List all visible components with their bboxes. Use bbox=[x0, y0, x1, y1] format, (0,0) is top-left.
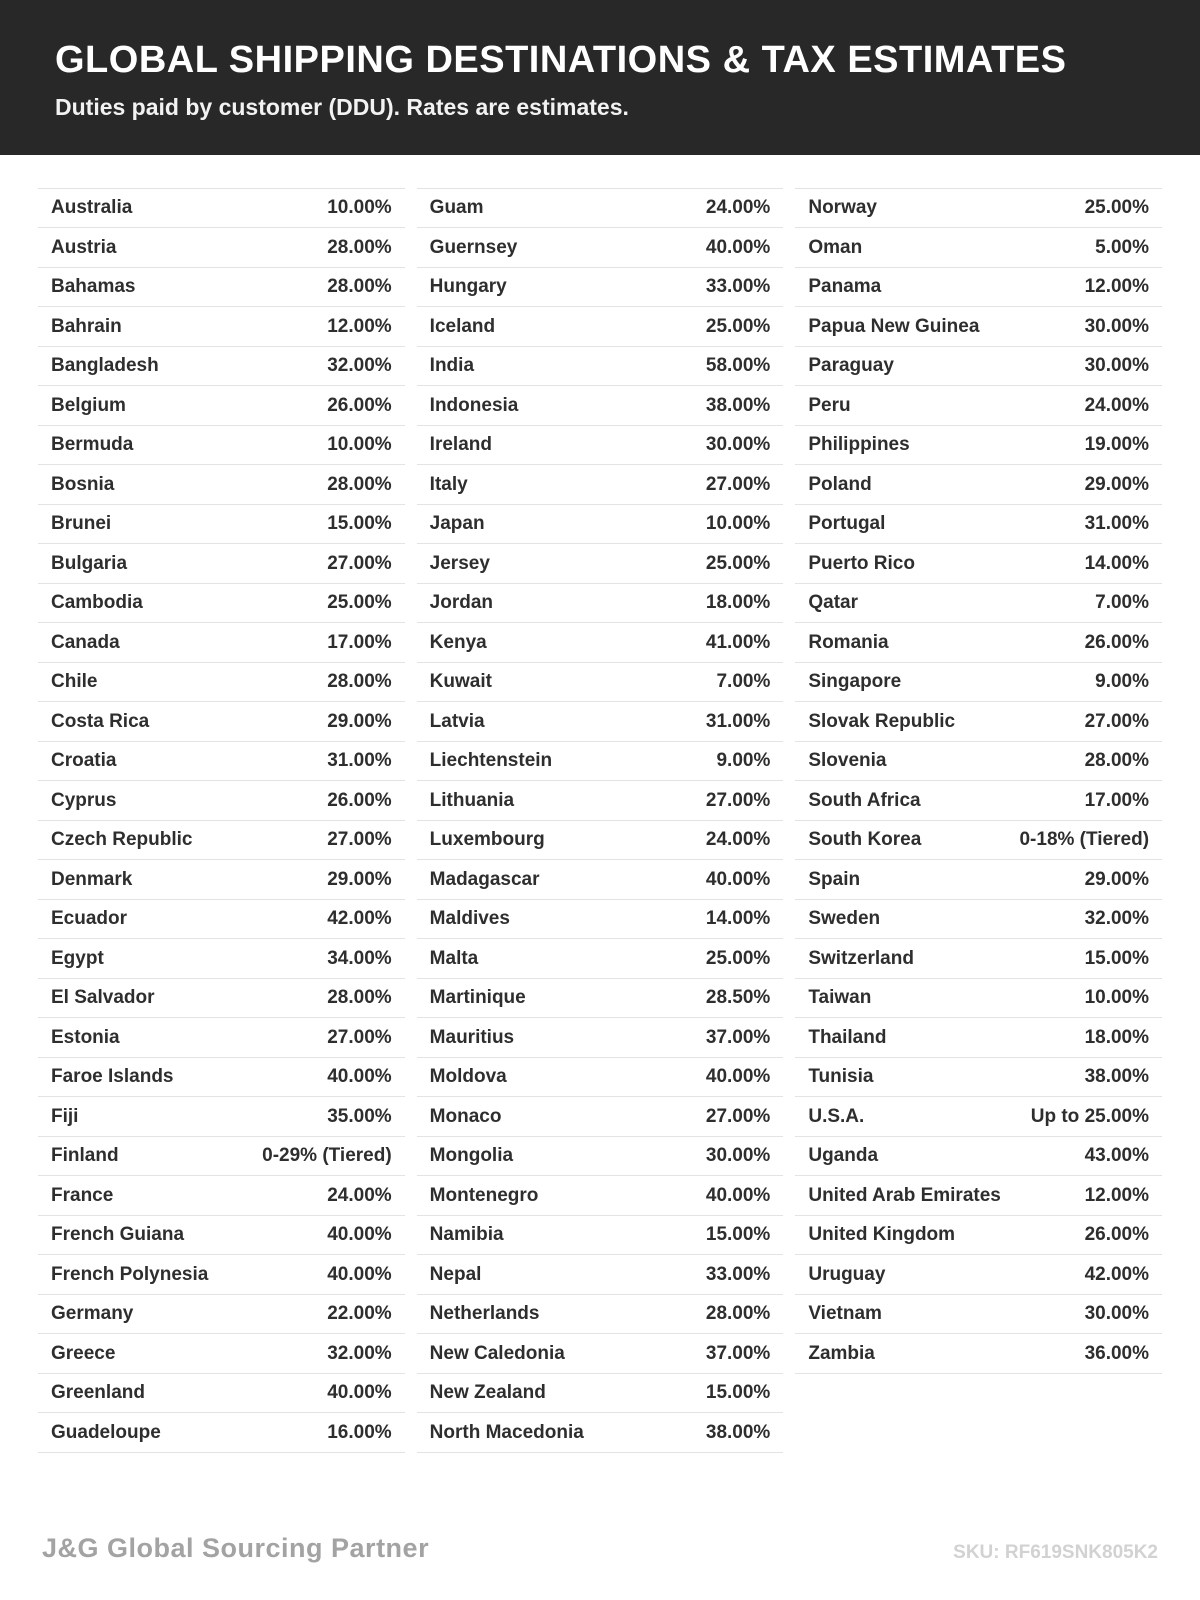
page-subtitle: Duties paid by customer (DDU). Rates are estimates. bbox=[55, 93, 629, 120]
country-name: Bosnia bbox=[51, 473, 115, 495]
country-name: El Salvador bbox=[51, 987, 155, 1009]
country-name: Slovenia bbox=[808, 750, 887, 772]
table-row bbox=[417, 347, 784, 387]
tax-rate: 38.00% bbox=[1084, 1066, 1150, 1088]
tax-rate: 37.00% bbox=[705, 1342, 771, 1364]
table-row bbox=[417, 1018, 784, 1058]
table-row bbox=[417, 1216, 784, 1256]
tax-rate: 16.00% bbox=[327, 1421, 392, 1443]
tax-rate: 10.00% bbox=[1084, 987, 1150, 1009]
table-row bbox=[795, 426, 1162, 466]
country-name: France bbox=[51, 1184, 114, 1206]
table-row bbox=[38, 1216, 405, 1256]
country-name: Norway bbox=[808, 197, 877, 219]
country-name: Uruguay bbox=[808, 1263, 886, 1285]
country-name: Kuwait bbox=[429, 671, 492, 693]
tax-rate: 27.00% bbox=[705, 1105, 771, 1127]
table-row bbox=[795, 1097, 1162, 1137]
table-row bbox=[417, 426, 784, 466]
country-name: Indonesia bbox=[429, 394, 519, 416]
country-name: Estonia bbox=[51, 1026, 120, 1048]
table-row bbox=[417, 228, 784, 268]
tax-rate: 40.00% bbox=[705, 1066, 771, 1088]
table-row bbox=[38, 1255, 405, 1295]
tax-rate: 29.00% bbox=[1084, 473, 1150, 495]
tax-rate: 40.00% bbox=[327, 1263, 392, 1285]
tax-rate: 5.00% bbox=[1095, 236, 1150, 258]
rates-column-3 bbox=[795, 188, 1162, 1374]
country-name: Mauritius bbox=[429, 1026, 515, 1048]
table-row bbox=[795, 1176, 1162, 1216]
tax-rate: 31.00% bbox=[1084, 513, 1150, 535]
table-row bbox=[417, 1374, 784, 1414]
tax-rate: 10.00% bbox=[327, 197, 392, 219]
table-row bbox=[417, 386, 784, 426]
table-row bbox=[38, 505, 405, 545]
country-name: Puerto Rico bbox=[808, 552, 915, 574]
table-row bbox=[417, 900, 784, 940]
country-name: Kenya bbox=[429, 631, 487, 653]
table-row bbox=[417, 189, 784, 229]
tax-rate: 37.00% bbox=[705, 1026, 771, 1048]
country-name: French Polynesia bbox=[51, 1263, 209, 1285]
tax-rate: 33.00% bbox=[705, 1263, 771, 1285]
tax-rate: 30.00% bbox=[1084, 1303, 1150, 1325]
country-name: Tunisia bbox=[808, 1066, 874, 1088]
tax-rate: 28.50% bbox=[705, 987, 771, 1009]
table-row bbox=[38, 663, 405, 703]
tax-rate: 9.00% bbox=[716, 750, 771, 772]
country-name: Ecuador bbox=[51, 908, 128, 930]
tax-rate: 27.00% bbox=[705, 789, 771, 811]
tax-rate: 19.00% bbox=[1084, 434, 1150, 456]
rates-table bbox=[0, 188, 1200, 1453]
tax-rate: 12.00% bbox=[327, 315, 392, 337]
country-name: Guadeloupe bbox=[51, 1421, 161, 1443]
country-name: Cambodia bbox=[51, 592, 143, 614]
tax-rate: 29.00% bbox=[327, 710, 392, 732]
tax-rate: 24.00% bbox=[1084, 394, 1150, 416]
country-name: Bangladesh bbox=[51, 355, 159, 377]
tax-rate: 25.00% bbox=[705, 315, 771, 337]
country-name: Zambia bbox=[808, 1342, 875, 1364]
country-name: Belgium bbox=[51, 394, 126, 416]
tax-rate: 30.00% bbox=[705, 1145, 771, 1167]
table-row bbox=[38, 1018, 405, 1058]
country-name: Netherlands bbox=[429, 1303, 540, 1325]
table-row bbox=[795, 663, 1162, 703]
country-name: Canada bbox=[51, 631, 120, 653]
table-row bbox=[417, 1255, 784, 1295]
country-name: South Korea bbox=[808, 829, 922, 851]
country-name: Germany bbox=[51, 1303, 134, 1325]
country-name: U.S.A. bbox=[808, 1105, 865, 1127]
tax-rate: 25.00% bbox=[705, 947, 771, 969]
country-name: Denmark bbox=[51, 868, 133, 890]
country-name: Peru bbox=[808, 394, 851, 416]
tax-rate: 40.00% bbox=[327, 1066, 392, 1088]
table-row bbox=[417, 1413, 784, 1453]
tax-rate: 26.00% bbox=[1084, 631, 1150, 653]
country-name: Chile bbox=[51, 671, 98, 693]
country-name: United Kingdom bbox=[808, 1224, 956, 1246]
tax-rate: 15.00% bbox=[705, 1224, 771, 1246]
table-row bbox=[795, 386, 1162, 426]
country-name: Brunei bbox=[51, 513, 112, 535]
country-name: Greenland bbox=[51, 1382, 145, 1404]
country-name: Papua New Guinea bbox=[808, 315, 980, 337]
table-row bbox=[38, 1137, 405, 1177]
tax-rate: 25.00% bbox=[327, 592, 392, 614]
table-row bbox=[795, 544, 1162, 584]
tax-rate: 28.00% bbox=[1084, 750, 1150, 772]
country-name: Sweden bbox=[808, 908, 881, 930]
country-name: Martinique bbox=[429, 987, 526, 1009]
table-row bbox=[417, 1097, 784, 1137]
tax-rate: 26.00% bbox=[327, 789, 392, 811]
country-name: Iceland bbox=[429, 315, 496, 337]
table-row bbox=[417, 544, 784, 584]
table-row bbox=[417, 505, 784, 545]
country-name: Austria bbox=[51, 236, 117, 258]
country-name: South Africa bbox=[808, 789, 921, 811]
country-name: Slovak Republic bbox=[808, 710, 956, 732]
country-name: Singapore bbox=[808, 671, 902, 693]
table-row bbox=[417, 781, 784, 821]
page-header bbox=[0, 0, 1200, 155]
country-name: Finland bbox=[51, 1145, 119, 1167]
country-name: Guernsey bbox=[429, 236, 518, 258]
country-name: Japan bbox=[429, 513, 485, 535]
tax-rate: 15.00% bbox=[327, 513, 392, 535]
country-name: Egypt bbox=[51, 947, 104, 969]
tax-rate: 24.00% bbox=[705, 197, 771, 219]
table-row bbox=[38, 1334, 405, 1374]
country-name: Malta bbox=[429, 947, 479, 969]
table-row bbox=[417, 1176, 784, 1216]
country-name: Latvia bbox=[429, 710, 485, 732]
table-row bbox=[38, 544, 405, 584]
tax-rate: 40.00% bbox=[327, 1382, 392, 1404]
table-row bbox=[38, 426, 405, 466]
tax-rate: 22.00% bbox=[327, 1303, 392, 1325]
table-row bbox=[38, 1295, 405, 1335]
tax-rate: 34.00% bbox=[327, 947, 392, 969]
table-row bbox=[38, 1097, 405, 1137]
table-row bbox=[38, 584, 405, 624]
table-row bbox=[38, 900, 405, 940]
country-name: Thailand bbox=[808, 1026, 887, 1048]
table-row bbox=[417, 1334, 784, 1374]
tax-rate: 40.00% bbox=[705, 868, 771, 890]
page-footer bbox=[0, 1533, 1200, 1564]
table-row bbox=[417, 307, 784, 347]
country-name: Czech Republic bbox=[51, 829, 193, 851]
table-row bbox=[417, 663, 784, 703]
tax-rate: 58.00% bbox=[705, 355, 771, 377]
tax-rate: 33.00% bbox=[705, 276, 771, 298]
tax-rate: 29.00% bbox=[1084, 868, 1150, 890]
tax-rate: 12.00% bbox=[1084, 276, 1150, 298]
table-row bbox=[795, 228, 1162, 268]
tax-rate: 7.00% bbox=[716, 671, 771, 693]
page-title: GLOBAL SHIPPING DESTINATIONS & TAX ESTIMATES bbox=[55, 39, 1067, 81]
tax-rate: 10.00% bbox=[327, 434, 392, 456]
tax-rate: 40.00% bbox=[705, 236, 771, 258]
tax-rate: 14.00% bbox=[705, 908, 771, 930]
country-name: Faroe Islands bbox=[51, 1066, 174, 1088]
table-row bbox=[795, 1058, 1162, 1098]
tax-rate: 7.00% bbox=[1095, 592, 1150, 614]
table-row bbox=[795, 1334, 1162, 1374]
country-name: Bahrain bbox=[51, 315, 122, 337]
table-row bbox=[795, 465, 1162, 505]
table-row bbox=[38, 228, 405, 268]
table-row bbox=[417, 268, 784, 308]
country-name: Bahamas bbox=[51, 276, 136, 298]
table-row bbox=[795, 584, 1162, 624]
tax-rate: 27.00% bbox=[705, 473, 771, 495]
tax-rate: 40.00% bbox=[705, 1184, 771, 1206]
table-row bbox=[38, 939, 405, 979]
tax-rate: 30.00% bbox=[1084, 355, 1150, 377]
country-name: Jordan bbox=[429, 592, 494, 614]
tax-rate: 32.00% bbox=[327, 1342, 392, 1364]
table-row bbox=[795, 307, 1162, 347]
table-row bbox=[417, 742, 784, 782]
table-row bbox=[417, 623, 784, 663]
country-name: Monaco bbox=[429, 1105, 502, 1127]
table-row bbox=[795, 268, 1162, 308]
table-row bbox=[38, 702, 405, 742]
country-name: Croatia bbox=[51, 750, 117, 772]
table-row bbox=[795, 623, 1162, 663]
country-name: Greece bbox=[51, 1342, 116, 1364]
country-name: Spain bbox=[808, 868, 861, 890]
table-row bbox=[795, 1216, 1162, 1256]
country-name: Costa Rica bbox=[51, 710, 150, 732]
tax-rate: 9.00% bbox=[1095, 671, 1150, 693]
tax-rate: 31.00% bbox=[705, 710, 771, 732]
country-name: Jersey bbox=[429, 552, 490, 574]
country-name: Poland bbox=[808, 473, 872, 495]
tax-rate: 12.00% bbox=[1084, 1184, 1150, 1206]
country-name: Hungary bbox=[429, 276, 507, 298]
country-name: Australia bbox=[51, 197, 133, 219]
tax-rate: 14.00% bbox=[1084, 552, 1150, 574]
tax-rate: 0-29% (Tiered) bbox=[262, 1145, 392, 1167]
country-name: Uganda bbox=[808, 1145, 879, 1167]
table-row bbox=[795, 742, 1162, 782]
country-name: Bulgaria bbox=[51, 552, 128, 574]
tax-rate: 31.00% bbox=[327, 750, 392, 772]
country-name: Italy bbox=[429, 473, 468, 495]
country-name: North Macedonia bbox=[429, 1421, 584, 1443]
tax-rate: 43.00% bbox=[1084, 1145, 1150, 1167]
table-row bbox=[38, 781, 405, 821]
country-name: Panama bbox=[808, 276, 882, 298]
table-row bbox=[417, 1295, 784, 1335]
table-row bbox=[795, 505, 1162, 545]
table-row bbox=[417, 702, 784, 742]
country-name: Ireland bbox=[429, 434, 492, 456]
table-row bbox=[38, 623, 405, 663]
country-name: Vietnam bbox=[808, 1303, 882, 1325]
tax-rate: 38.00% bbox=[705, 394, 771, 416]
country-name: Maldives bbox=[429, 908, 510, 930]
tax-rate: 28.00% bbox=[327, 671, 392, 693]
sku-label: SKU: RF619SNK805K2 bbox=[953, 1542, 1158, 1563]
table-row bbox=[417, 1137, 784, 1177]
tax-rate: 40.00% bbox=[327, 1224, 392, 1246]
country-name: Qatar bbox=[808, 592, 858, 614]
table-row bbox=[417, 860, 784, 900]
table-row bbox=[38, 1176, 405, 1216]
tax-rate: 25.00% bbox=[1084, 197, 1150, 219]
rates-column-2 bbox=[417, 188, 784, 1453]
table-row bbox=[38, 1374, 405, 1414]
table-row bbox=[38, 979, 405, 1019]
table-row bbox=[795, 189, 1162, 229]
country-name: Madagascar bbox=[429, 868, 540, 890]
country-name: Portugal bbox=[808, 513, 886, 535]
tax-rate: 15.00% bbox=[705, 1382, 771, 1404]
table-row bbox=[795, 781, 1162, 821]
table-row bbox=[795, 702, 1162, 742]
table-row bbox=[38, 860, 405, 900]
country-name: Philippines bbox=[808, 434, 910, 456]
table-row bbox=[417, 584, 784, 624]
country-name: Taiwan bbox=[808, 987, 872, 1009]
tax-rate: 18.00% bbox=[1084, 1026, 1150, 1048]
tax-rate: 42.00% bbox=[327, 908, 392, 930]
table-row bbox=[795, 860, 1162, 900]
tax-rate: 28.00% bbox=[327, 276, 392, 298]
tax-rate: 27.00% bbox=[1084, 710, 1150, 732]
country-name: Namibia bbox=[429, 1224, 504, 1246]
country-name: Paraguay bbox=[808, 355, 894, 377]
table-row bbox=[795, 1018, 1162, 1058]
country-name: Liechtenstein bbox=[429, 750, 553, 772]
tax-rate: 28.00% bbox=[705, 1303, 771, 1325]
table-row bbox=[417, 979, 784, 1019]
table-row bbox=[417, 939, 784, 979]
tax-rate: 17.00% bbox=[1084, 789, 1150, 811]
table-row bbox=[795, 979, 1162, 1019]
table-row bbox=[795, 821, 1162, 861]
tax-rate: 10.00% bbox=[705, 513, 771, 535]
tax-rate: 24.00% bbox=[705, 829, 771, 851]
table-row bbox=[795, 1295, 1162, 1335]
country-name: Moldova bbox=[429, 1066, 507, 1088]
table-row bbox=[38, 742, 405, 782]
table-row bbox=[795, 1255, 1162, 1295]
tax-rate: 32.00% bbox=[1084, 908, 1150, 930]
tax-rate: 27.00% bbox=[327, 829, 392, 851]
table-row bbox=[417, 465, 784, 505]
country-name: Romania bbox=[808, 631, 889, 653]
tax-rate: 36.00% bbox=[1084, 1342, 1150, 1364]
tax-rate: 32.00% bbox=[327, 355, 392, 377]
country-name: India bbox=[429, 355, 475, 377]
tax-rate: 29.00% bbox=[327, 868, 392, 890]
table-row bbox=[417, 821, 784, 861]
country-name: Nepal bbox=[429, 1263, 482, 1285]
tax-rate: 28.00% bbox=[327, 473, 392, 495]
country-name: Switzerland bbox=[808, 947, 914, 969]
table-row bbox=[795, 347, 1162, 387]
table-row bbox=[795, 900, 1162, 940]
table-row bbox=[38, 386, 405, 426]
country-name: United Arab Emirates bbox=[808, 1184, 1001, 1206]
tax-rate: 17.00% bbox=[327, 631, 392, 653]
tax-rate: 24.00% bbox=[327, 1184, 392, 1206]
table-row bbox=[38, 1413, 405, 1453]
tax-rate: 0-18% (Tiered) bbox=[1019, 829, 1150, 851]
tax-rate: Up to 25.00% bbox=[1030, 1105, 1150, 1127]
tax-rate: 42.00% bbox=[1084, 1263, 1150, 1285]
tax-rate: 30.00% bbox=[705, 434, 771, 456]
country-name: New Zealand bbox=[429, 1382, 546, 1404]
country-name: Montenegro bbox=[429, 1184, 539, 1206]
tax-rate: 26.00% bbox=[1084, 1224, 1150, 1246]
table-row bbox=[38, 1058, 405, 1098]
country-name: Guam bbox=[429, 197, 484, 219]
table-row bbox=[38, 307, 405, 347]
tax-rate: 41.00% bbox=[705, 631, 771, 653]
table-row bbox=[795, 1137, 1162, 1177]
table-row bbox=[417, 1058, 784, 1098]
rates-column-1 bbox=[38, 188, 405, 1453]
country-name: Luxembourg bbox=[429, 829, 545, 851]
tax-rate: 26.00% bbox=[327, 394, 392, 416]
country-name: Lithuania bbox=[429, 789, 515, 811]
country-name: Cyprus bbox=[51, 789, 117, 811]
table-row bbox=[38, 465, 405, 505]
table-row bbox=[38, 268, 405, 308]
country-name: Oman bbox=[808, 236, 863, 258]
tax-rate: 35.00% bbox=[327, 1105, 392, 1127]
tax-rate: 27.00% bbox=[327, 552, 392, 574]
country-name: Bermuda bbox=[51, 434, 134, 456]
table-row bbox=[38, 821, 405, 861]
tax-rate: 38.00% bbox=[705, 1421, 771, 1443]
country-name: French Guiana bbox=[51, 1224, 185, 1246]
tax-rate: 18.00% bbox=[705, 592, 771, 614]
table-row bbox=[38, 189, 405, 229]
country-name: New Caledonia bbox=[429, 1342, 565, 1364]
country-name: Fiji bbox=[51, 1105, 79, 1127]
tax-rate: 30.00% bbox=[1084, 315, 1150, 337]
tax-rate: 28.00% bbox=[327, 236, 392, 258]
tax-rate: 28.00% bbox=[327, 987, 392, 1009]
table-row bbox=[38, 347, 405, 387]
brand-text: J&G Global Sourcing Partner bbox=[42, 1533, 430, 1563]
tax-rate: 25.00% bbox=[705, 552, 771, 574]
table-row bbox=[795, 939, 1162, 979]
tax-rate: 27.00% bbox=[327, 1026, 392, 1048]
tax-rate: 15.00% bbox=[1084, 947, 1150, 969]
country-name: Mongolia bbox=[429, 1145, 514, 1167]
